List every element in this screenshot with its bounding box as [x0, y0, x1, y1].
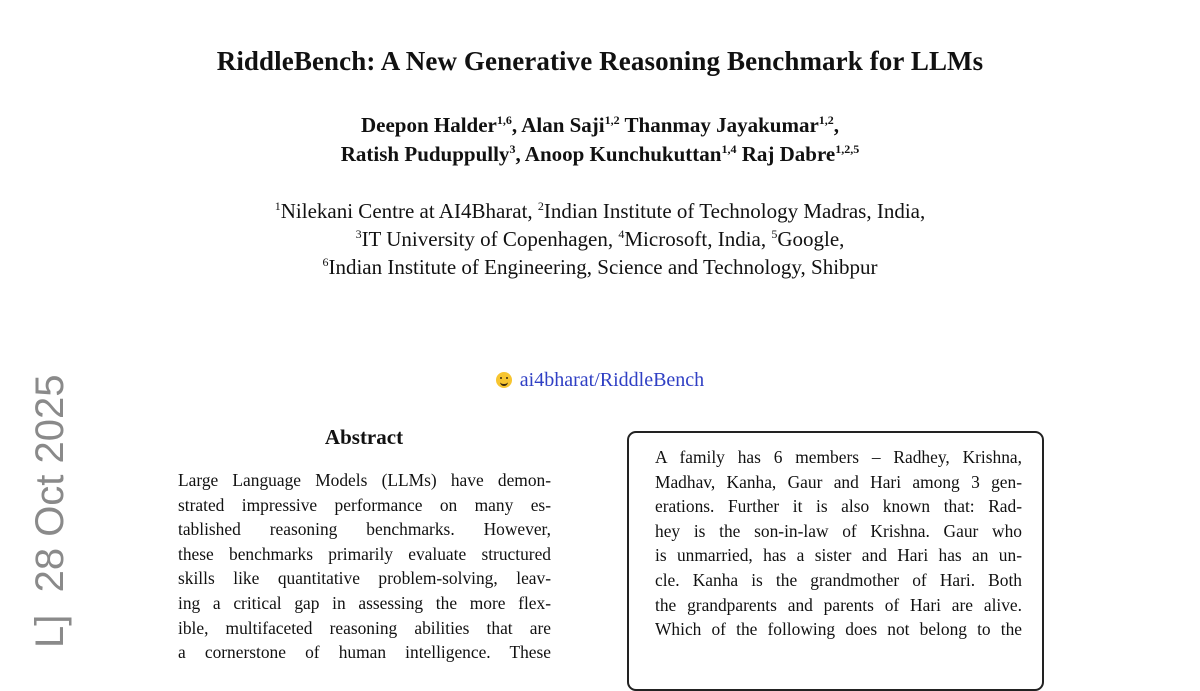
repository-link[interactable]: [0, 369, 1200, 392]
affiliation-text: Indian Institute of Technology Madras, India,: [543, 199, 926, 223]
abstract-heading: Abstract: [324, 425, 404, 449]
author-name: Thanmay Jayakumar: [624, 113, 819, 137]
author-separator: ,: [511, 113, 522, 137]
author-list-line-2: [0, 142, 1200, 167]
riddle-line: hey is the son-in-law of Krishna. Gaur who: [655, 520, 1022, 541]
author-list-line-1: [0, 113, 1200, 138]
author-name: Alan Saji: [521, 113, 605, 137]
affiliation-marker: 6: [322, 255, 329, 269]
author-affiliation-marker: 3: [509, 142, 516, 156]
author-affiliation-marker: 1,2,5: [835, 142, 860, 156]
affiliation-text: Nilekani Centre at AI4Bharat,: [280, 199, 538, 223]
affiliation-line-2: [0, 227, 1200, 252]
riddle-example-text: [655, 445, 1022, 642]
riddle-line: Which of the following does not belong to the: [655, 619, 1022, 640]
paper-title: RiddleBench: A New Generative Reasoning Benchmark for LLMs: [216, 46, 984, 76]
affiliation-marker: 3: [355, 227, 362, 241]
abstract-body: [178, 468, 551, 665]
affiliation-line-1: [0, 199, 1200, 224]
riddle-line: the grandparents and parents of Hari are alive.: [655, 594, 1022, 615]
arxiv-side-stamp: L] 28 Oct 2025: [28, 374, 72, 648]
abstract-line: strated impressive performance on many es-: [178, 494, 551, 515]
affiliation-text: Google,: [777, 227, 845, 251]
abstract-line: tablished reasoning benchmarks. However,: [178, 519, 551, 540]
abstract-line: skills like quantitative problem-solving, leav-: [178, 568, 551, 589]
author-affiliation-marker: 1,2: [604, 113, 620, 127]
abstract-line: these benchmarks primarily evaluate structured: [178, 543, 551, 564]
author-separator: ,: [833, 113, 840, 137]
author-affiliation-marker: 1,2: [818, 113, 834, 127]
affiliation-text: IT University of Copenhagen,: [361, 227, 619, 251]
riddle-line: cle. Kanha is the grandmother of Hari. Both: [655, 569, 1022, 590]
abstract-line: a cornerstone of human intelligence. These: [178, 642, 551, 663]
affiliation-marker: 4: [618, 227, 625, 241]
repository-link-text[interactable]: ai4bharat/RiddleBench: [519, 369, 705, 391]
affiliation-line-3: [0, 255, 1200, 280]
author-name: Raj Dabre: [741, 142, 836, 166]
author-separator: ,: [515, 142, 525, 166]
affiliation-marker: 2: [537, 199, 544, 213]
riddle-line: A family has 6 members – Radhey, Krishna,: [655, 447, 1022, 467]
abstract-line: ible, multifaceted reasoning abilities that are: [178, 617, 551, 638]
abstract-line: ing a critical gap in assessing the more flex-: [178, 592, 551, 613]
affiliation-text: Microsoft, India,: [624, 227, 772, 251]
author-name: Deepon Halder: [360, 113, 497, 137]
abstract-line: Large Language Models (LLMs) have demon-: [178, 470, 551, 490]
author-affiliation-marker: 1,6: [496, 113, 512, 127]
affiliation-marker: 5: [771, 227, 778, 241]
affiliation-marker: 1: [274, 199, 281, 213]
author-name: Anoop Kunchukuttan: [524, 142, 722, 166]
riddle-line: erations. Further it is also known that: Rad-: [655, 496, 1022, 517]
author-affiliation-marker: 1,4: [721, 142, 737, 156]
hugging-face-icon: [496, 372, 512, 388]
affiliation-text: Indian Institute of Engineering, Science and Technology, Shibpur: [328, 255, 878, 279]
riddle-line: is unmarried, has a sister and Hari has an un-: [655, 545, 1022, 566]
author-name: Ratish Puduppully: [340, 142, 510, 166]
riddle-line: Madhav, Kanha, Gaur and Hari among 3 gen-: [655, 471, 1022, 492]
